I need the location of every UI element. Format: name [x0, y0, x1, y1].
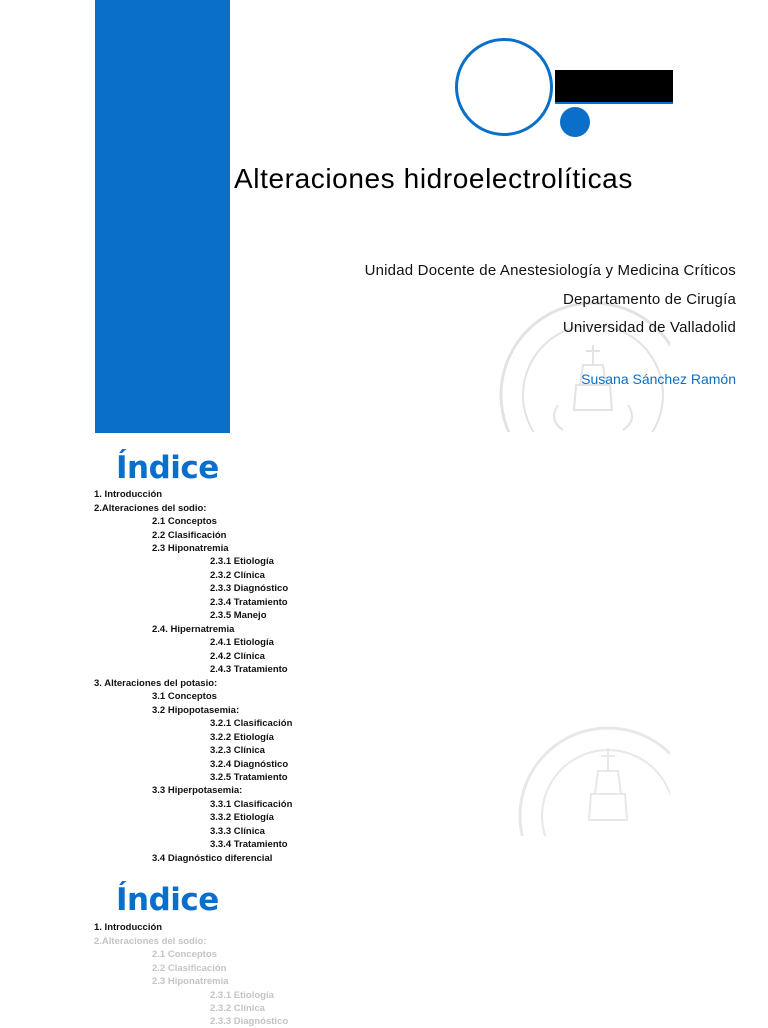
index-item: 2.2 Clasificación [152, 530, 227, 541]
index-item: 2.3.3 Diagnóstico [210, 583, 289, 594]
index-item: 3.2.5 Tratamiento [210, 772, 288, 783]
index-item: 3. Alteraciones del potasio: [94, 678, 218, 689]
index-item: 3.2.2 Etiología [210, 732, 274, 743]
index-item: 2.4.3 Tratamiento [210, 664, 288, 675]
university-seal-watermark-2 [516, 716, 670, 836]
circle-outline-decoration [455, 38, 553, 136]
index-item: 3.2.3 Clínica [210, 745, 265, 756]
index-item: 3.2 Hipopotasemia: [152, 705, 240, 716]
index-item: 2.Alteraciones del sodio: [94, 503, 207, 514]
blue-dot-decoration [560, 107, 590, 137]
index-item: 3.3.3 Clínica [210, 826, 265, 837]
index-item: 2.4. Hipernatremia [152, 624, 235, 635]
index-item: 2.3.1 Etiología [210, 990, 274, 1001]
index-item: 3.3 Hiperpotasemia: [152, 785, 243, 796]
index-heading: Índice [116, 450, 219, 486]
index-item: 2.3.2 Clínica [210, 1003, 265, 1014]
index-item: 2.1 Conceptos [152, 949, 217, 960]
index-item: 2.3 Hiponatremia [152, 543, 229, 554]
index-item: 3.2.4 Diagnóstico [210, 759, 289, 770]
department-line: Departamento de Cirugía [562, 291, 736, 308]
index-item: 3.1 Conceptos [152, 691, 217, 702]
index-item: 2.3 Hiponatremia [152, 976, 229, 987]
black-bar-decoration [555, 70, 673, 104]
university-line: Universidad de Valladolid [562, 319, 736, 336]
index-heading-2: Índice [116, 882, 219, 918]
index-item: 3.3.2 Etiología [210, 812, 274, 823]
author-name: Susana Sánchez Ramón [581, 371, 736, 387]
index-item: 2.3.1 Etiología [210, 556, 274, 567]
index-item: 2.2 Clasificación [152, 963, 227, 974]
index-item: 3.3.4 Tratamiento [210, 839, 288, 850]
blue-sidebar-bar [95, 0, 230, 433]
index-item: 2.Alteraciones del sodio: [94, 936, 207, 947]
index-item: 3.2.1 Clasificación [210, 718, 293, 729]
index-item: 3.4 Diagnóstico diferencial [152, 853, 273, 864]
index-item: 2.4.2 Clínica [210, 651, 265, 662]
index-item: 3.3.1 Clasificación [210, 799, 293, 810]
department-unit-line: Unidad Docente de Anestesiología y Medicina Críticos [364, 262, 736, 279]
title-slide [0, 0, 768, 433]
index-item: 2.3.3 Diagnóstico [210, 1016, 289, 1027]
index-item: 1. Introducción [94, 489, 163, 500]
index-item: 2.3.4 Tratamiento [210, 597, 288, 608]
index-item: 2.1 Conceptos [152, 516, 217, 527]
index-item: 2.4.1 Etiología [210, 637, 274, 648]
index-item: 2.3.5 Manejo [210, 610, 267, 621]
presentation-title: Alteraciones hidroelectrolíticas [234, 163, 633, 194]
index-item: 1. Introducción [94, 922, 163, 933]
index-item: 2.3.2 Clínica [210, 570, 265, 581]
